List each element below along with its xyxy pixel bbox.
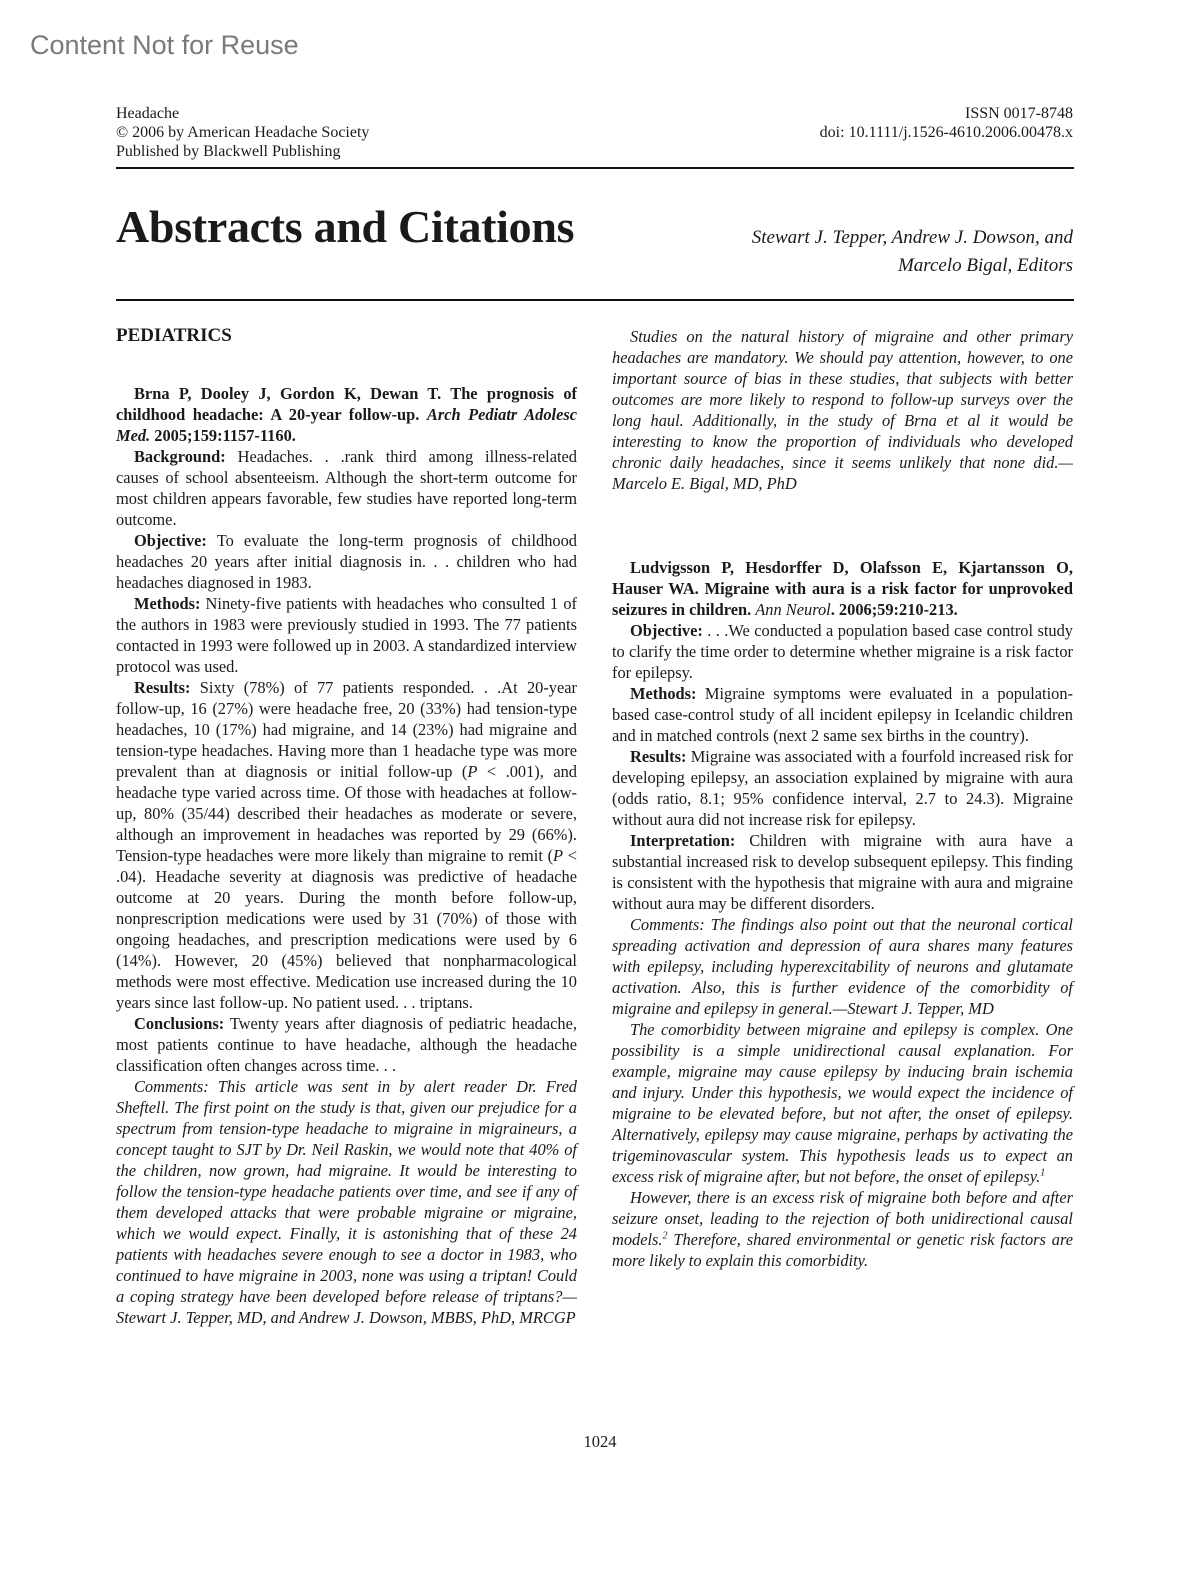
text: Migraine was associated with a fourfold increased risk for developing epilepsy, an association explained by migraine with aura (odds ratio, 8.1; 95% confidence interval, 2.7 to 24.3). Migraine without aura did not increase risk for epilepsy.	[612, 747, 1073, 829]
label: Methods:	[134, 594, 201, 613]
text: Therefore, shared environmental or genetic risk factors are more likely to explain this comorbidity.	[612, 1230, 1073, 1270]
article2-methods	[612, 683, 1073, 746]
article2-results	[612, 746, 1073, 830]
article2-objective	[612, 620, 1073, 683]
article2-comment-3	[612, 1187, 1073, 1271]
watermark: Content Not for Reuse	[30, 30, 299, 60]
editors-line-1: Stewart J. Tepper, Andrew J. Dowson, and	[751, 227, 1073, 248]
issn: ISSN 0017-8748	[964, 105, 1073, 122]
text: < .04). Headache severity at diagnosis was predictive of headache outcome at 20 years. During the month before follow-up, nonprescription medications were used by 31 (70%) of those with ongoing headaches, and prescription medications were used by 6 (14%). However, 20 (45%) believed that nonpharmacological methods were most effective. Medication use increased during the 10 years since last follow-up. No patient used. . . triptans.	[116, 846, 577, 1012]
text: Headaches. . .rank third among illness-related causes of school absenteeism. Although the short-term outcome for most children appears favorable, few studies have reported long-term outcome.	[116, 447, 577, 529]
label: Interpretation:	[630, 831, 736, 850]
article1-background	[116, 446, 577, 530]
article1-objective	[116, 530, 577, 593]
text: . . .We conducted a population based case control study to clarify the time order to determine whether migraine is a risk factor for epilepsy.	[612, 621, 1074, 682]
footnote-ref: 1	[1040, 1167, 1046, 1179]
article1-citation	[116, 383, 577, 446]
label: Objective:	[630, 621, 703, 640]
journal-header	[116, 104, 369, 161]
label: Results:	[630, 747, 687, 766]
article1-comment-1: Comments: This article was sent in by alert reader Dr. Fred Sheftell. The first point on the study is that, given our prejudice for a spectrum from tension-type headache to migraine in migraineurs, a concept taught to SJT by Dr. Neil Raskin, we would note that 40% of the children, now grown, had migraine. It would be interesting to follow the tension-type headache patients over time, and see if any of them developed attacks that were probable migraine or migraine, which we would expect. Finally, it is astonishing that of these 24 patients with headaches severe enough to see a doctor in 1983, who continued to have migraine in 2003, none was using a triptan! Could a coping strategy have been developed before release of triptans?—Stewart J. Tepper, MD, and Andrew J. Dowson, MBBS, PhD, MRCGP	[116, 1077, 577, 1327]
citation-authors-title: Ludvigsson P, Hesdorffer D, Olafsson E, Kjartansson O, Hauser WA. Migraine with aura is a risk factor for unprovoked seizures in children.	[612, 558, 1073, 619]
text: Children with migraine with aura have a substantial increased risk to develop subsequent epilepsy. This finding is consistent with the hypothesis that migraine with aura and migraine without aura may be different disorders.	[612, 831, 1073, 913]
article1-conclusions	[116, 1013, 577, 1076]
label: Conclusions:	[134, 1014, 225, 1033]
section-heading: PEDIATRICS	[116, 325, 232, 346]
page-number: 1024	[583, 1432, 617, 1451]
article1-comment-2: Studies on the natural history of migraine and other primary headaches are mandatory. We should pay attention, however, to one important source of bias in these studies, that subjects with better outcomes are more likely to respond to follow-up surveys over the long haul. Additionally, in the study of Brna et al it would be interesting to know the proportion of individuals who developed chronic daily headaches, since it seems unlikely that none did.—Marcelo E. Bigal, MD, PhD	[612, 327, 1073, 493]
article1-methods	[116, 593, 577, 677]
p-value-symbol: P	[467, 762, 478, 781]
editors	[752, 224, 1073, 280]
divider	[116, 167, 1074, 169]
publisher: Published by Blackwell Publishing	[116, 143, 341, 160]
text: Twenty years after diagnosis of pediatric headache, most patients continue to have headache, although the headache classification often changes across time. . .	[116, 1014, 577, 1075]
article2-comment-2	[612, 1019, 1073, 1187]
citation-journal: Arch Pediatr Adolesc Med.	[116, 405, 578, 445]
editors-line-2: Marcelo Bigal, Editors	[897, 255, 1073, 276]
citation-authors-title: Brna P, Dooley J, Gordon K, Dewan T. The prognosis of childhood headache: A 20-year follow-up.	[116, 384, 577, 424]
spacer	[612, 494, 1073, 557]
citation-ref: 2005;159:1157-1160.	[154, 426, 296, 445]
text: To evaluate the long-term prognosis of childhood headaches 20 years after initial diagnosis in. . . children who had headaches diagnosed in 1983.	[116, 531, 577, 592]
citation-journal: Ann Neurol	[755, 600, 831, 619]
doi: doi: 10.1111/j.1526-4610.2006.00478.x	[819, 124, 1073, 141]
copyright: © 2006 by American Headache Society	[116, 124, 370, 141]
article1-results	[116, 677, 577, 1013]
footnote-ref: 2	[662, 1230, 668, 1242]
p-value-symbol: P	[553, 846, 564, 865]
article2-interpretation	[612, 830, 1073, 914]
article2-comment-1: Comments: The findings also point out that the neuronal cortical spreading activation and depression of aura shares many features with epilepsy, including hyperexcitability of neurons and glutamate activation. Also, this is further evidence of the comorbidity of migraine and epilepsy in general.—Stewart J. Tepper, MD	[612, 915, 1073, 1018]
label: Results:	[134, 678, 191, 697]
text: Migraine symptoms were evaluated in a population-based case-control study of all incident epilepsy in Icelandic children and in matched controls (next 2 same sex births in the country).	[612, 684, 1073, 745]
text: Ninety-five patients with headaches who consulted 1 of the authors in 1983 were previously studied in 1993. The 77 patients contacted in 1993 were followed up in 2003. A standardized interview protocol was used.	[116, 594, 577, 676]
label: Methods:	[630, 684, 697, 703]
page-title: Abstracts and Citations	[116, 201, 575, 252]
text: However, there is an excess risk of migraine both before and after seizure onset, leading to the rejection of both unidirectional causal models.	[612, 1188, 1073, 1249]
label: Background:	[134, 447, 226, 466]
article2-citation	[612, 557, 1073, 620]
text: < .001), and headache type varied across time. Of those with headaches at follow-up, 80% (35/44) described their headaches as moderate or severe, although an improvement in headaches was reported by 29 (66%). Tension-type headaches were more likely than migraine to remit (	[116, 762, 577, 865]
citation-ref: . 2006;59:210-213.	[830, 600, 958, 619]
journal-ids	[820, 104, 1073, 142]
right-column	[612, 326, 1073, 1271]
left-column	[116, 325, 577, 1328]
journal-name: Headache	[116, 105, 180, 122]
text: Sixty (78%) of 77 patients responded. . .At 20-year follow-up, 16 (27%) were headache free, 20 (33%) had tension-type headaches, 10 (17%) had migraine, and 14 (23%) had migraine and tension-type headaches. Having more than 1 headache type was more prevalent than at diagnosis or initial follow-up (	[116, 678, 577, 781]
text: The comorbidity between migraine and epilepsy is complex. One possibility is a simple unidirectional causal explanation. For example, migraine may cause epilepsy by inducing brain ischemia and injury. Under this hypothesis, we would expect the incidence of migraine to be elevated before, but not after, the onset of epilepsy. Alternatively, epilepsy may cause migraine, perhaps by activating the trigeminovascular system. This hypothesis leads us to expect an excess risk of migraine after, but not before, the onset of epilepsy.	[612, 1020, 1073, 1186]
divider	[116, 299, 1074, 301]
label: Objective:	[134, 531, 207, 550]
